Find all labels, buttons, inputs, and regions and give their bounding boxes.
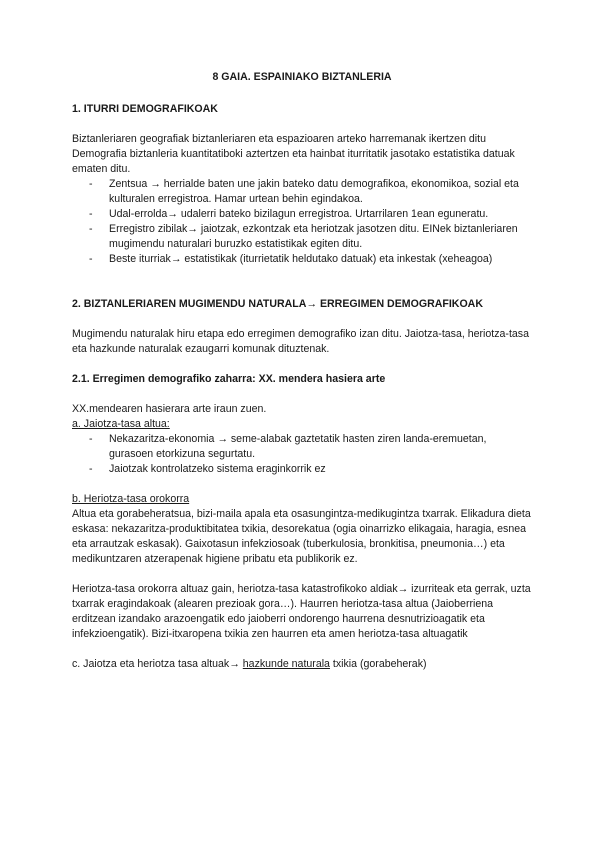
section-1-paragraph-1: Biztanleriaren geografiak biztanleriaren eta espazioaren arteko harremanak ikertzen ditu xyxy=(72,133,486,145)
list-item: - Erregistro zibilak→ jaiotzak, ezkontzak eta heriotzak jasotzen ditu. EINek biztanleriaren mugimendu naturalari buruzko estatistikak egiten ditu. xyxy=(72,222,532,252)
point-a-label: a. Jaiotza-tasa altua: xyxy=(72,418,170,430)
point-c-prefix: c. Jaiotza eta heriotza tasa altuak→ xyxy=(72,658,243,670)
natural-growth-term: hazkunde naturala xyxy=(242,658,330,670)
subsection-intro: XX.mendearen hasierara arte iraun zuen. xyxy=(72,403,267,415)
list-item: - Jaiotzak kontrolatzeko sistema eraginkorrik ez xyxy=(72,462,532,477)
point-b-paragraph-2: Heriotza-tasa orokorra altuaz gain, heriotza-tasa katastrofikoko aldiak→ izurriteak eta gerrak, uzta txarrak eragindakoak (alearen prezioak gora…). Haurren heriotza-tasa altua (Jaioberriena erditzean izandako arazoengatik edo jaioberri ondorengo haurrena desnutrizioagatik eta infekzioengatik). Bizi-itxaropena txikia zen haurren eta amen heriotza-tasa altuagatik xyxy=(72,583,531,640)
section-1-paragraph-2: Demografia biztanleria kuantitatiboki aztertzen eta hainbat iturritatik jasotako estatistika datuak ematen ditu. xyxy=(72,148,515,175)
section-2-paragraph-1: Mugimendu naturalak hiru etapa edo erregimen demografiko izan ditu. Jaiotza-tasa, heriotza-tasa eta hazkunde naturalak ezaugarri komunak dituztenak. xyxy=(72,328,529,355)
list-item: - Udal-errolda→ udalerri bateko bizilagun erregistroa. Urtarrilaren 1ean eguneratu. xyxy=(72,207,532,222)
list-item: - Zentsua → herrialde baten une jakin bateko datu demografikoa, ekonomikoa, sozial eta kulturalen erregistroa. Hamar urtean behin egindakoa. xyxy=(72,177,532,207)
subsection-2-1-heading: 2.1. Erregimen demografiko zaharra: XX. mendera hasiera arte xyxy=(72,373,386,385)
section-2-heading: 2. BIZTANLERIAREN MUGIMENDU NATURALA→ ERREGIMEN DEMOGRAFIKOAK xyxy=(72,298,483,310)
section-1-heading: 1. ITURRI DEMOGRAFIKOAK xyxy=(72,103,218,115)
document-title: 8 GAIA. ESPAINIAKO BIZTANLERIA xyxy=(212,71,392,83)
sources-list xyxy=(72,177,532,267)
point-b-paragraph-1: Altua eta gorabeheratsua, bizi-maila apala eta osasungintza-medikugintza txarrak. Elikadura dieta eskasa: nekazaritza-produktibitatea txikia, desorekatua (ogia oinarrizko elikagaia, haragia, esnea eta arrautzak eskasak). Gaixotasun infekziosoak (tuberkulosia, bronkitisa, pneumonia…) eta medikuntzaren atzerapenak higiene pribatu eta publikorik ez. xyxy=(72,508,531,565)
point-b-label: b. Heriotza-tasa orokorra xyxy=(72,493,190,505)
list-item: - Beste iturriak→ estatistikak (iturrietatik heldutako datuak) eta inkestak (xeheagoa) xyxy=(72,252,532,267)
point-c-suffix: txikia (gorabeherak) xyxy=(329,658,427,670)
point-c-line xyxy=(72,657,532,672)
birth-rate-list xyxy=(72,432,532,477)
list-item: - Nekazaritza-ekonomia → seme-alabak gaztetatik hasten ziren landa-eremuetan, gurasoen etorkizuna segurtatu. xyxy=(72,432,532,462)
document-page xyxy=(72,70,532,672)
